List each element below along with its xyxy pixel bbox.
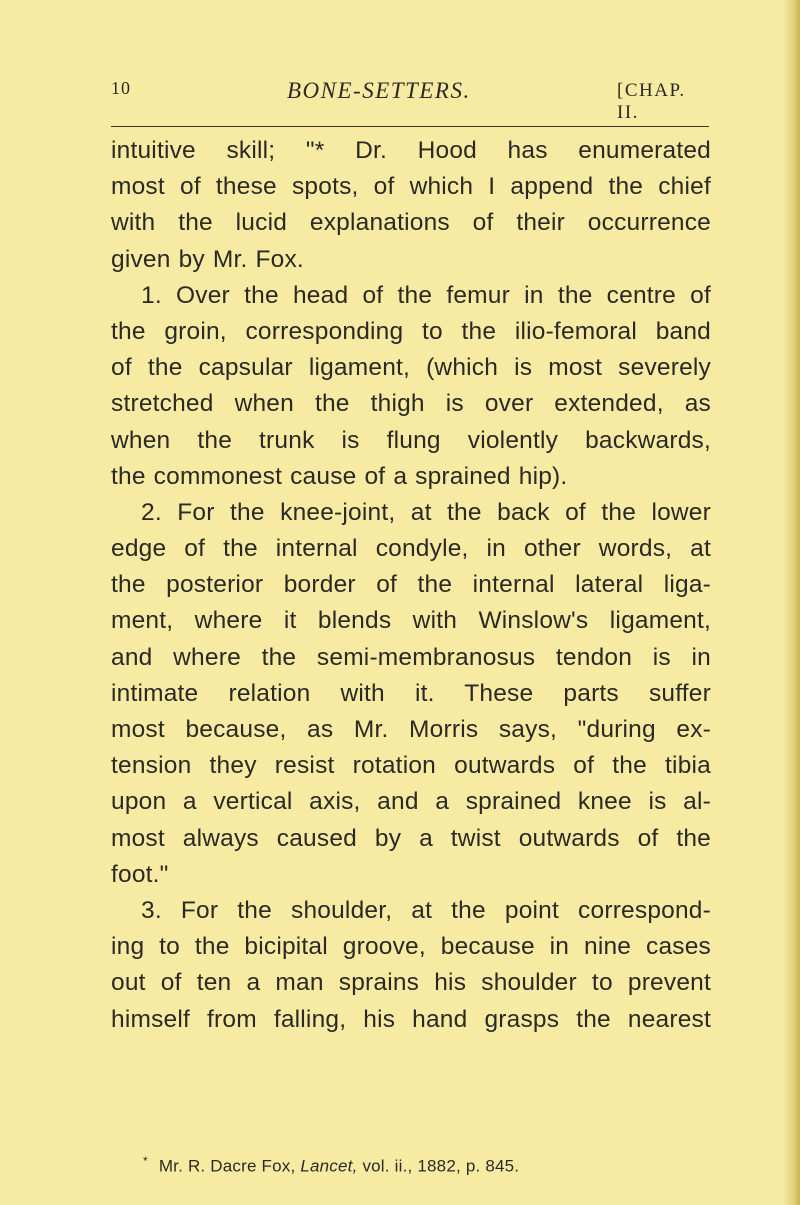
page-header: [111, 78, 709, 123]
text-line: with the lucid explanations of their occurrence: [111, 209, 711, 237]
text-line: edge of the internal condyle, in other words, at: [111, 535, 711, 563]
text-line: ing to the bicipital groove, because in nine cases: [111, 933, 711, 961]
page-number: 10: [111, 78, 131, 98]
text-line: most always caused by a twist outwards of the: [111, 824, 711, 852]
chapter-label: [CHAP. II.: [617, 80, 686, 123]
text-line: ment, where it blends with Winslow's ligament,: [111, 607, 711, 635]
text-line: when the trunk is flung violently backwards,: [111, 426, 711, 454]
footnote-citation: vol. ii., 1882, p. 845.: [362, 1156, 520, 1176]
footnote-author: Mr. R. Dacre Fox,: [158, 1156, 296, 1176]
text-line: the posterior border of the internal lateral liga-: [111, 571, 711, 599]
text-line: foot.": [111, 860, 169, 888]
footnote-journal: Lancet,: [300, 1156, 358, 1176]
text-line: tension they resist rotation outwards of the tibia: [111, 752, 711, 780]
text-line: out of ten a man sprains his shoulder to prevent: [111, 969, 711, 997]
text-line: himself from falling, his hand grasps the nearest: [111, 1005, 711, 1033]
text-line: the commonest cause of a sprained hip).: [111, 462, 568, 490]
text-line: of the capsular ligament, (which is most severely: [111, 354, 711, 382]
text-line: most of these spots, of which I append the chief: [111, 173, 711, 201]
page-edge-shadow: [782, 0, 800, 1205]
body-text: [111, 133, 711, 1038]
text-line: 3. For the shoulder, at the point correspond-: [141, 896, 711, 924]
text-line: the groin, corresponding to the ilio-femoral band: [111, 317, 711, 345]
text-line: 2. For the knee-joint, at the back of the lower: [141, 498, 711, 526]
text-line: intimate relation with it. These parts suffer: [111, 679, 711, 707]
footnote-marker: *: [143, 1154, 148, 1168]
text-line: given by Mr. Fox.: [111, 245, 304, 273]
running-title: BONE-SETTERS.: [287, 78, 471, 103]
text-line: upon a vertical axis, and a sprained knee is al-: [111, 788, 711, 816]
text-line: stretched when the thigh is over extended, as: [111, 390, 711, 418]
footnote: [143, 1154, 519, 1177]
text-line: and where the semi-membranosus tendon is in: [111, 643, 711, 671]
text-line: intuitive skill; "* Dr. Hood has enumerated: [111, 137, 711, 164]
text-line: most because, as Mr. Morris says, "during ex-: [111, 716, 711, 743]
text-line: 1. Over the head of the femur in the centre of: [141, 281, 711, 309]
header-rule: [111, 126, 709, 127]
